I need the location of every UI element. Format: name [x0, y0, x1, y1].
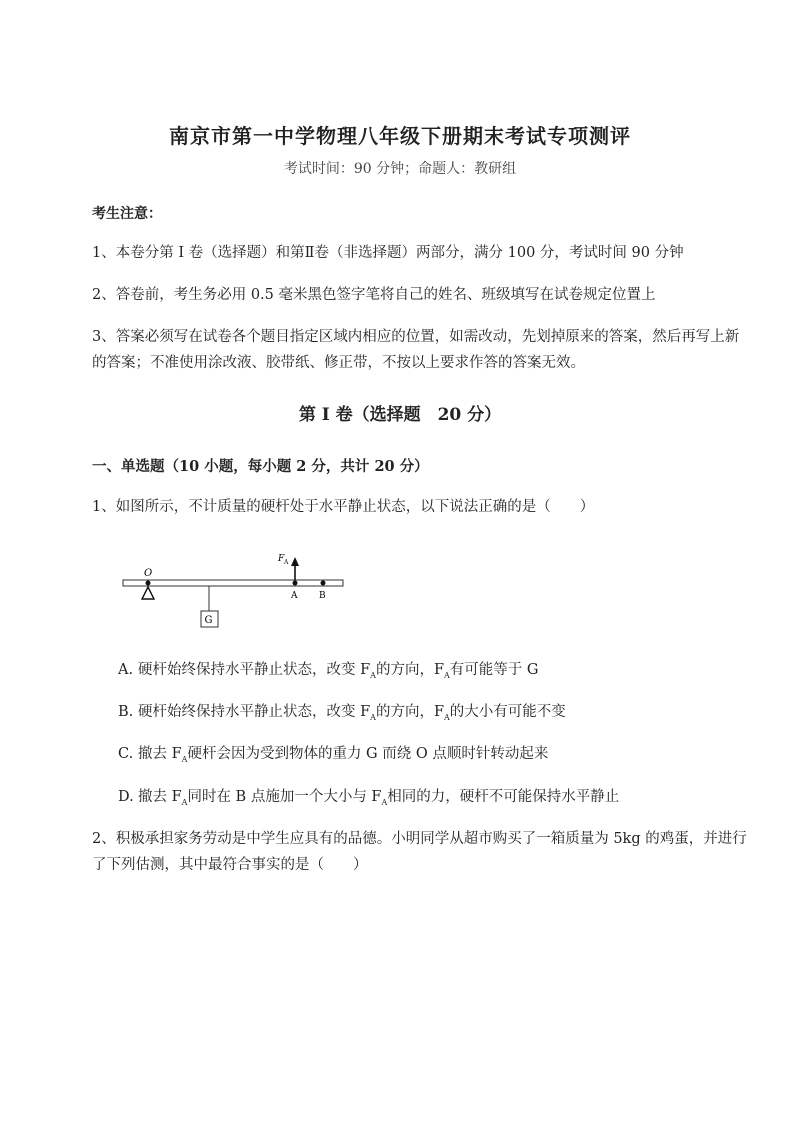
- option-B: [118, 701, 758, 729]
- option-text: 的大小有可能不变: [449, 704, 566, 720]
- question-1-stem: 1、如图所示，不计质量的硬杆处于水平静止状态，以下说法正确的是（ ）: [92, 499, 595, 515]
- pivot-point-O: [146, 581, 151, 586]
- option-text: 撤去 F: [138, 746, 182, 762]
- option-subscript: A: [370, 670, 376, 680]
- part-heading: 一、单选题（10 小题，每小题 2 分，共计 20 分）: [92, 458, 429, 475]
- question-2-stem: 2、积极承担家务劳动是中学生应具有的品德。小明同学从超市购买了一箱质量为 5kg 的鸡蛋，并进行了下列估测，其中最符合事实的是（ ）: [92, 831, 747, 873]
- option-text: 硬杆会因为受到物体的重力 G 而绕 O 点顺时针转动起来: [187, 746, 549, 762]
- notice-heading: 考生注意：: [92, 206, 162, 222]
- notice-item-2: 2、答卷前，考生务必用 0.5 毫米黑色签字笔将自己的姓名、班级填写在试卷规定位置上: [92, 287, 656, 303]
- lever-figure: [115, 545, 355, 635]
- label-G: G: [204, 615, 213, 626]
- option-subscript: A: [444, 670, 450, 680]
- section-title: 第 I 卷（选择题 20 分）: [298, 405, 502, 425]
- label-F-sub: A: [284, 559, 289, 566]
- option-A: [118, 659, 758, 687]
- option-text: 相同的力，硬杆不可能保持水平静止: [387, 789, 620, 805]
- option-letter: A.: [118, 662, 134, 678]
- option-subscript: A: [444, 712, 450, 722]
- label-B: B: [319, 591, 326, 601]
- option-C: [118, 743, 758, 771]
- point-B: [321, 581, 326, 586]
- notice-item-3: 3、答案必须写在试卷各个题目指定区域内相应的位置，如需改动，先划掉原来的答案，然后再写上新的答案；不准使用涂改液、胶带纸、修正带，不按以上要求作答的答案无效。: [92, 329, 740, 371]
- lever-bar: [123, 580, 343, 586]
- option-subscript: A: [181, 797, 188, 807]
- option-text: 同时在 B 点施加一个大小与 F: [187, 789, 382, 805]
- label-F: F: [278, 554, 285, 564]
- page-title: 南京市第一中学物理八年级下册期末考试专项测评: [169, 124, 631, 148]
- notice-item-1: 1、本卷分第 I 卷（选择题）和第Ⅱ卷（非选择题）两部分，满分 100 分，考试时间 90 分钟: [92, 245, 684, 261]
- option-text: 撤去 F: [138, 789, 182, 805]
- label-A: A: [291, 591, 298, 601]
- option-text: 硬杆始终保持水平静止状态，改变 F: [138, 662, 371, 678]
- option-text: 的方向，F: [375, 704, 445, 720]
- option-D: [118, 786, 758, 814]
- exam-subtitle: 考试时间：90 分钟；命题人：教研组: [283, 161, 517, 177]
- option-text: 硬杆始终保持水平静止状态，改变 F: [138, 704, 371, 720]
- fulcrum-icon: [142, 587, 154, 599]
- label-O: O: [144, 568, 153, 579]
- point-A: [293, 581, 298, 586]
- option-letter: C.: [118, 746, 134, 762]
- option-letter: B.: [118, 704, 134, 720]
- option-text: 的方向，F: [375, 662, 445, 678]
- option-subscript: A: [181, 754, 188, 764]
- option-text: 有可能等于 G: [449, 662, 539, 678]
- option-letter: D.: [118, 789, 134, 805]
- option-subscript: A: [370, 712, 376, 722]
- option-subscript: A: [381, 797, 388, 807]
- force-arrow-icon: [291, 557, 299, 566]
